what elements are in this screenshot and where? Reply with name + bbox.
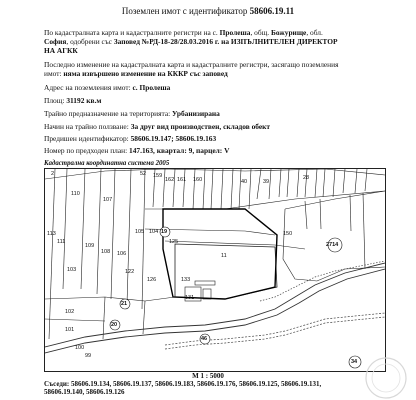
parcel-label: 133 [181,277,191,283]
parcel-label: 105 [135,229,145,235]
parcel-label: 101 [65,327,75,333]
purpose-value: Урбанизирана [172,109,220,118]
street-number: 46 [201,336,208,342]
parcel-label: 99 [85,353,92,359]
street-number: 34 [351,359,358,365]
parcel-label: 28 [303,175,310,181]
parcel-label: 162 [165,177,175,183]
parcel-label: 108 [101,249,111,255]
agency-name: НА АГКК [44,46,78,55]
parcel-label: 100 [75,345,85,351]
neighbours-list-2: 58606.19.140, 58606.19.126 [44,388,125,396]
parcel-label: 40 [241,179,248,185]
parcel-label: 109 [85,243,95,249]
map-caption: Кадастрална координатна система 2005 [44,160,170,167]
previous-id-label: Предишен идентификатор: [44,134,131,143]
order-reference: Заповед №РД-18-28/28.03.2016 г. на ИЗПЪЛНИТЕЛЕН ДИРЕКТОР [113,37,338,46]
parcel-label: 39 [263,179,270,185]
purpose-label: Трайно предназначение на територията: [44,109,173,118]
previous-id-value: 58606.19.147; 58606.19.163 [130,134,217,143]
map-scale: М 1 : 5000 [192,372,224,380]
parcel-label: 102 [65,309,75,315]
plan-number-row [44,146,384,155]
area-label: Площ: [44,96,67,105]
intro-text-3: , обл. [306,28,323,37]
plan-number-value: 147.163, квартал: 9, парцел: V [129,146,230,155]
parcel-label: 159 [153,173,163,179]
address-label: Адрес на поземления имот: [44,83,133,92]
intro-text-1: По кадастралната карта и кадастралните регистри на с. [44,28,220,37]
intro-text-2: , общ. [250,28,271,37]
use-label: Начин на трайно ползване: [44,122,131,131]
intro-section [44,28,384,55]
neighbours-list-1: 58606.19.134, 58606.19.137, 58606.19.183, 58606.19.176, 58606.19.125, 58606.19.131, [71,380,322,388]
parcel-label: 150 [283,231,293,237]
cadastral-map [44,168,386,372]
parcel-label: 103 [67,267,77,273]
change-value: няма извършено изменение на КККР със заповед [63,69,228,78]
address-row [44,83,384,92]
official-seal-icon [364,356,408,400]
parcel-label: 52 [140,171,147,177]
parcel-label: 111 [57,239,66,245]
use-row [44,122,384,131]
area-row [44,96,384,105]
parcel-label: 125 [169,239,179,245]
parcel-label: 122 [125,269,135,275]
property-identifier: 58606.19.11 [249,6,295,16]
change-label: имот: [44,69,64,78]
street-number: 20 [111,322,118,328]
parcel-label: 113 [47,231,56,237]
parcel-label: 126 [147,277,157,283]
use-value: За друг вид производствен, складов обект [130,122,271,131]
area-value: 31192 кв.м [66,96,102,105]
neighbours-section [44,380,404,396]
plan-number-label: Номер по предходен план: [44,146,130,155]
parcel-label: 107 [103,197,113,203]
purpose-row [44,109,384,118]
street-number: 21 [121,301,128,307]
intro-text-4: , одобрени със [66,37,114,46]
street-number: 2714 [326,242,339,248]
parcel-label: 131 [185,295,195,301]
parcel-label: 104 [149,229,159,235]
parcel-label: 160 [193,177,203,183]
municipality-name: Божурище [271,28,307,37]
neighbours-label: Съседи: [44,380,71,388]
target-parcel-number: 11 [221,253,227,259]
change-text: Последно изменение на кадастралната карта и кадастралните регистри, засягащо поземления [44,60,339,69]
region-name: София [44,37,67,46]
parcel-label: 106 [117,251,127,257]
address-value: с. Пролеша [132,83,171,92]
title-prefix: Поземлен имот с идентификатор [121,6,248,16]
parcel-label: 161 [177,177,187,183]
previous-id-row [44,134,384,143]
village-name: Пролеша [219,28,251,37]
change-section [44,60,384,78]
street-number: 19 [161,229,168,235]
document-title [0,6,416,16]
parcel-label: 2 [51,171,55,177]
parcel-label: 110 [71,191,80,197]
